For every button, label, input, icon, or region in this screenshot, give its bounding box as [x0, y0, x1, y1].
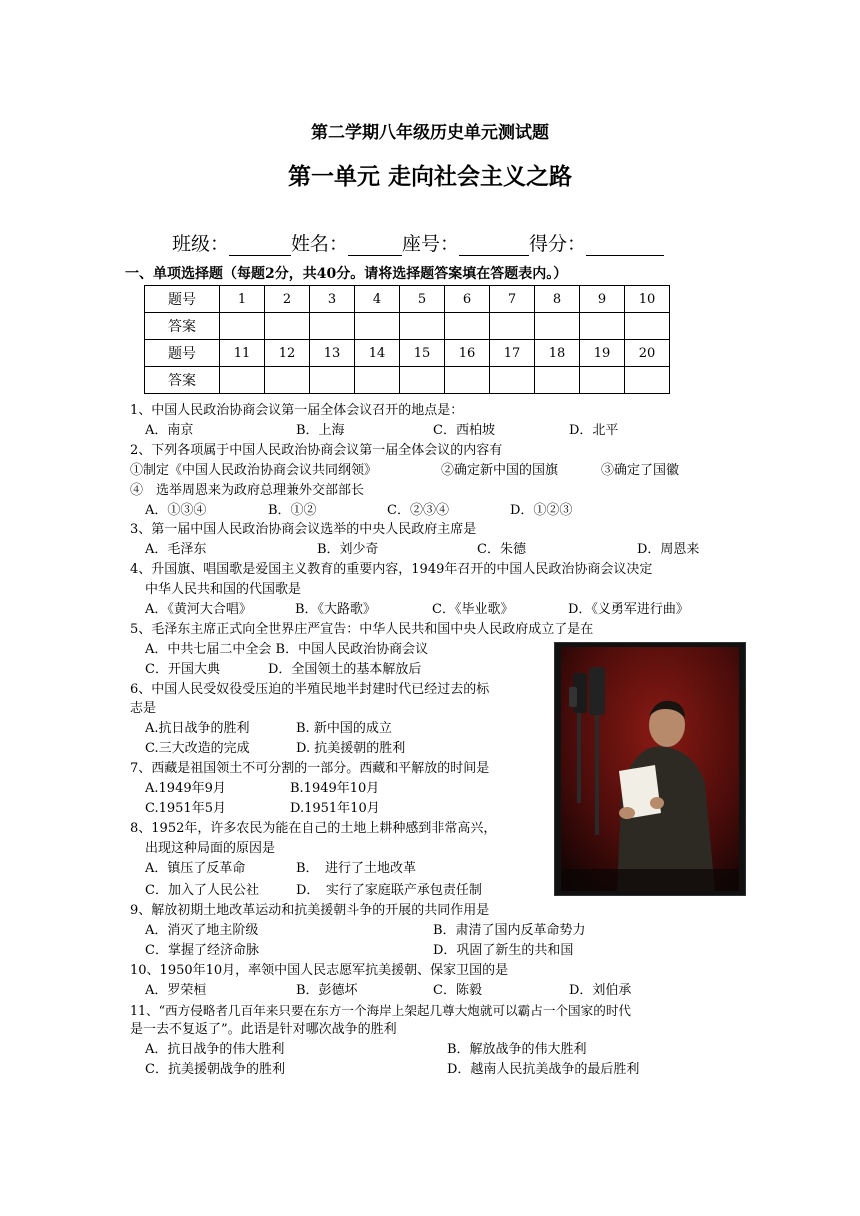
question-stem: 5、毛泽东主席正式向全世界庄严宣告：中华人民共和国中央人民政府成立了是在 [130, 622, 594, 637]
question-number: 8 [535, 286, 580, 313]
answer-cell[interactable] [310, 367, 355, 394]
answer-header: 答案 [145, 367, 220, 394]
option-d: D．刘伯承 [569, 983, 632, 998]
answer-cell[interactable] [445, 367, 490, 394]
answer-cell[interactable] [490, 313, 535, 340]
question-number: 2 [265, 286, 310, 313]
question-number-header: 题号 [145, 286, 220, 313]
question-number: 15 [400, 340, 445, 367]
option-c: C.三大改造的完成 [145, 741, 250, 756]
option-d: D. 抗美援朝的胜利 [296, 741, 406, 756]
option-c: C．开国大典 [145, 662, 220, 677]
question-number: 13 [310, 340, 355, 367]
option-c: C．掌握了经济命脉 [145, 943, 259, 958]
option-d: D．全国领土的基本解放后 [268, 662, 422, 677]
option-d: D． 实行了家庭联产承包责任制 [296, 883, 482, 898]
table-row [145, 313, 670, 340]
question-number: 9 [580, 286, 625, 313]
name-label: 姓名： [291, 233, 349, 255]
option-c: C．《毕业歌》 [432, 602, 514, 617]
question-number: 7 [490, 286, 535, 313]
answer-cell[interactable] [535, 313, 580, 340]
answer-cell[interactable] [625, 367, 670, 394]
question-stem: 7、西藏是祖国领土不可分割的一部分。西藏和平解放的时间是 [130, 761, 490, 776]
question-number: 14 [355, 340, 400, 367]
historical-photo [554, 642, 746, 896]
question-number: 3 [310, 286, 355, 313]
question-number: 16 [445, 340, 490, 367]
answer-cell[interactable] [310, 313, 355, 340]
question-stem: 10、1950年10月，率领中国人民志愿军抗美援朝、保家卫国的是 [130, 963, 509, 978]
option-a: A．《黄河大合唱》 [145, 602, 252, 617]
answer-cell[interactable] [355, 313, 400, 340]
score-blank[interactable] [586, 237, 664, 256]
question-stem: 9、解放初期土地改革运动和抗美援朝斗争的开展的共同作用是 [130, 903, 490, 918]
photo-illustration [555, 643, 745, 895]
option-c: C.1951年5月 [145, 801, 226, 816]
option-b: B．肃清了国内反革命势力 [433, 923, 586, 938]
answer-header: 答案 [145, 313, 220, 340]
seat-blank[interactable] [459, 237, 529, 256]
answer-cell[interactable] [265, 313, 310, 340]
student-info-line [172, 229, 664, 256]
option-c: C．加入了人民公社 [145, 883, 259, 898]
question-number: 19 [580, 340, 625, 367]
page-title: 第二学期八年级历史单元测试题 [311, 123, 549, 143]
option-b: B．上海 [296, 423, 345, 438]
answer-cell[interactable] [445, 313, 490, 340]
option-b: B.1949年10月 [290, 781, 380, 796]
option-d: D．越南人民抗美战争的最后胜利 [447, 1062, 640, 1077]
question-item: ①制定《中国人民政治协商会议共同纲领》 [130, 463, 378, 478]
question-number: 4 [355, 286, 400, 313]
option-a: A．毛泽东 [145, 542, 207, 557]
option-a: A．抗日战争的伟大胜利 [145, 1042, 285, 1057]
option-b: B．《大路歌》 [295, 602, 377, 617]
question-stem-cont: 志是 [130, 701, 157, 716]
answer-cell[interactable] [580, 367, 625, 394]
class-blank[interactable] [229, 237, 291, 256]
question-number: 5 [400, 286, 445, 313]
option-d: D．巩固了新生的共和国 [433, 943, 574, 958]
answer-table [144, 285, 670, 394]
option-d: D．《义勇军进行曲》 [568, 602, 689, 617]
table-row [145, 340, 670, 367]
answer-cell[interactable] [265, 367, 310, 394]
option-d: D．北平 [569, 423, 619, 438]
question-item: ②确定新中国的国旗 [441, 463, 559, 478]
option-a: A．镇压了反革命 [145, 861, 246, 876]
question-number: 12 [265, 340, 310, 367]
answer-cell[interactable] [535, 367, 580, 394]
answer-cell[interactable] [220, 367, 265, 394]
answer-cell[interactable] [580, 313, 625, 340]
option-d: D．周恩来 [637, 542, 700, 557]
question-number: 6 [445, 286, 490, 313]
question-stem: 8、1952年，许多农民为能在自己的土地上耕种感到非常高兴， [130, 821, 497, 836]
seat-label: 座号： [402, 233, 460, 255]
name-blank[interactable] [348, 237, 402, 256]
question-number: 11 [220, 340, 265, 367]
question-number-header: 题号 [145, 340, 220, 367]
question-stem-cont: 中华人民共和国的代国歌是 [145, 582, 302, 597]
option-b: B．刘少奇 [317, 542, 379, 557]
option-ab: A．中共七届二中全会 B．中国人民政治协商会议 [145, 642, 429, 657]
answer-cell[interactable] [400, 367, 445, 394]
question-number: 18 [535, 340, 580, 367]
answer-cell[interactable] [220, 313, 265, 340]
question-stem-cont: 是一去不复返了”。此语是针对哪次战争的胜利 [130, 1022, 397, 1037]
option-a: A．消灭了地主阶级 [145, 923, 259, 938]
option-d: D.1951年10月 [290, 801, 380, 816]
table-row [145, 286, 670, 313]
option-c: C．抗美援朝战争的胜利 [145, 1062, 285, 1077]
table-row [145, 367, 670, 394]
option-b: B. 新中国的成立 [296, 721, 392, 736]
question-item: ③确定了国徽 [601, 463, 680, 478]
answer-cell[interactable] [400, 313, 445, 340]
option-c: C．朱德 [477, 542, 526, 557]
question-stem: 11、“西方侵略者几百年来只要在东方一个海岸上架起几尊大炮就可以霸占一个国家的时代 [130, 1003, 632, 1018]
option-b: B． 进行了土地改革 [296, 861, 417, 876]
question-stem-cont: 出现这种局面的原因是 [145, 841, 276, 856]
class-label: 班级： [172, 233, 230, 255]
question-number: 10 [625, 286, 670, 313]
option-d: D．①②③ [510, 503, 573, 518]
question-stem: 4、升国旗、唱国歌是爱国主义教育的重要内容，1949年召开的中国人民政治协商会议决定 [130, 562, 653, 577]
option-c: C．陈毅 [433, 983, 482, 998]
question-number: 1 [220, 286, 265, 313]
option-a: A．罗荣桓 [145, 983, 207, 998]
option-b: B．解放战争的伟大胜利 [447, 1042, 587, 1057]
option-a: A.抗日战争的胜利 [145, 721, 250, 736]
question-item: ④ 选举周恩来为政府总理兼外交部部长 [130, 483, 365, 498]
option-c: C．西柏坡 [433, 423, 495, 438]
option-b: B．彭德坏 [296, 983, 358, 998]
question-number: 20 [625, 340, 670, 367]
question-stem: 6、中国人民受奴役受压迫的半殖民地半封建时代已经过去的标 [130, 682, 490, 697]
option-b: B．①② [268, 503, 317, 518]
score-label: 得分： [529, 233, 587, 255]
option-c: C．②③④ [387, 503, 449, 518]
question-stem: 3、第一届中国人民政治协商会议选举的中央人民政府主席是 [130, 522, 477, 537]
answer-cell[interactable] [625, 313, 670, 340]
unit-title: 第一单元 走向社会主义之路 [287, 163, 572, 190]
question-number: 17 [490, 340, 535, 367]
answer-cell[interactable] [355, 367, 400, 394]
option-a: A．①③④ [145, 503, 207, 518]
option-a: A.1949年9月 [145, 781, 226, 796]
answer-cell[interactable] [490, 367, 535, 394]
section-heading: 一、单项选择题（每题2分，共40分。请将选择题答案填在答题表内。） [125, 266, 568, 282]
question-stem: 2、下列各项属于中国人民政治协商会议第一届全体会议的内容有 [130, 443, 503, 458]
option-a: A．南京 [145, 423, 194, 438]
question-stem: 1、中国人民政治协商会议第一届全体会议召开的地点是： [130, 403, 464, 418]
